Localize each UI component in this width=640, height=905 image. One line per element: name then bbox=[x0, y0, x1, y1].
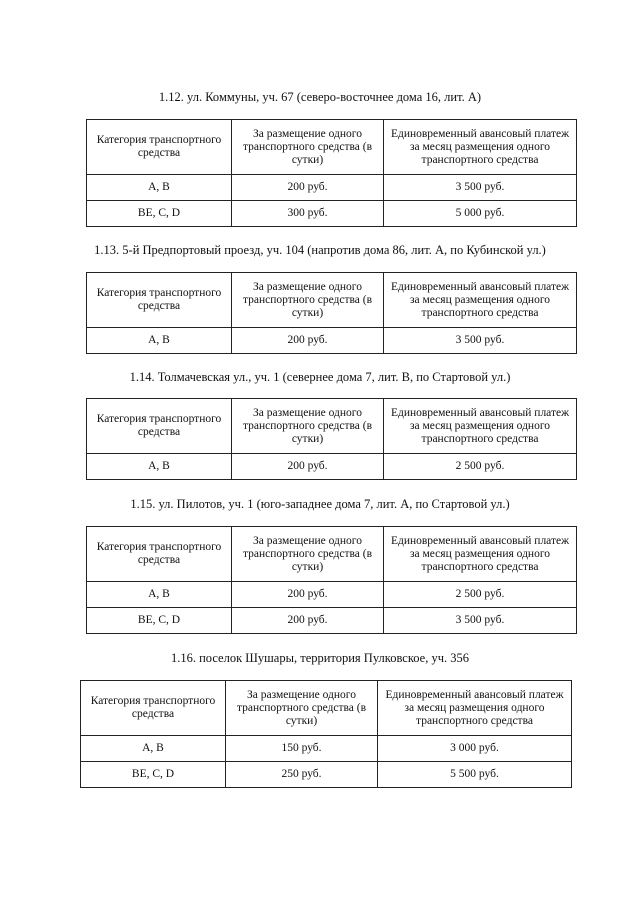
header-monthly-payment: Единовременный авансовый платеж за месяц размещения одного транспортного средства bbox=[384, 527, 577, 582]
cell-monthly-payment: 5 000 руб. bbox=[384, 201, 577, 227]
tariff-table bbox=[86, 526, 577, 634]
header-daily-fee: За размещение одного транспортного средства (в сутки) bbox=[232, 120, 384, 175]
cell-monthly-payment: 3 500 руб. bbox=[384, 608, 577, 634]
table-row bbox=[87, 175, 577, 201]
header-daily-fee: За размещение одного транспортного средства (в сутки) bbox=[232, 273, 384, 328]
cell-daily-fee: 200 руб. bbox=[232, 582, 384, 608]
header-daily-fee: За размещение одного транспортного средства (в сутки) bbox=[232, 527, 384, 582]
table-row bbox=[87, 201, 577, 227]
tariff-table bbox=[80, 680, 572, 788]
cell-monthly-payment: 3 500 руб. bbox=[384, 175, 577, 201]
table-header-row bbox=[87, 399, 577, 454]
table-row bbox=[81, 762, 572, 788]
cell-daily-fee: 250 руб. bbox=[226, 762, 378, 788]
table-header-row bbox=[87, 120, 577, 175]
section-title: 1.15. ул. Пилотов, уч. 1 (юго-западнее дома 7, лит. А, по Стартовой ул.) bbox=[130, 497, 510, 511]
cell-category: BE, C, D bbox=[87, 201, 232, 227]
header-daily-fee: За размещение одного транспортного средства (в сутки) bbox=[226, 681, 378, 736]
table-header-row bbox=[81, 681, 572, 736]
cell-category: BE, C, D bbox=[81, 762, 226, 788]
cell-category: BE, C, D bbox=[87, 608, 232, 634]
table-header-row bbox=[87, 527, 577, 582]
header-monthly-payment: Единовременный авансовый платеж за месяц размещения одного транспортного средства bbox=[384, 120, 577, 175]
cell-monthly-payment: 3 000 руб. bbox=[378, 736, 572, 762]
cell-monthly-payment: 3 500 руб. bbox=[384, 328, 577, 354]
header-category: Категория транспортного средства bbox=[81, 681, 226, 736]
header-monthly-payment: Единовременный авансовый платеж за месяц размещения одного транспортного средства bbox=[384, 399, 577, 454]
cell-daily-fee: 300 руб. bbox=[232, 201, 384, 227]
cell-category: А, В bbox=[87, 328, 232, 354]
cell-monthly-payment: 2 500 руб. bbox=[384, 454, 577, 480]
cell-monthly-payment: 2 500 руб. bbox=[384, 582, 577, 608]
cell-category: А, В bbox=[87, 582, 232, 608]
header-monthly-payment: Единовременный авансовый платеж за месяц размещения одного транспортного средства bbox=[384, 273, 577, 328]
header-category: Категория транспортного средства bbox=[87, 273, 232, 328]
cell-monthly-payment: 5 500 руб. bbox=[378, 762, 572, 788]
header-daily-fee: За размещение одного транспортного средства (в сутки) bbox=[232, 399, 384, 454]
cell-daily-fee: 200 руб. bbox=[232, 608, 384, 634]
header-category: Категория транспортного средства bbox=[87, 399, 232, 454]
tariff-table bbox=[86, 272, 577, 354]
tariff-table bbox=[86, 119, 577, 227]
header-category: Категория транспортного средства bbox=[87, 120, 232, 175]
table-row bbox=[87, 328, 577, 354]
table-row bbox=[87, 582, 577, 608]
cell-category: А, В bbox=[81, 736, 226, 762]
section-title: 1.16. поселок Шушары, территория Пулковское, уч. 356 bbox=[170, 651, 469, 665]
cell-category: А, В bbox=[87, 454, 232, 480]
table-row bbox=[87, 608, 577, 634]
cell-daily-fee: 200 руб. bbox=[232, 175, 384, 201]
section-title: 1.12. ул. Коммуны, уч. 67 (северо-восточнее дома 16, лит. А) bbox=[158, 90, 482, 104]
section-title: 1.14. Толмачевская ул., уч. 1 (севернее дома 7, лит. В, по Стартовой ул.) bbox=[129, 370, 511, 384]
tariff-table bbox=[86, 398, 577, 480]
cell-daily-fee: 200 руб. bbox=[232, 454, 384, 480]
header-monthly-payment: Единовременный авансовый платеж за месяц размещения одного транспортного средства bbox=[378, 681, 572, 736]
section-title: 1.13. 5-й Предпортовый проезд, уч. 104 (напротив дома 86, лит. А, по Кубинской ул.) bbox=[94, 243, 546, 257]
cell-daily-fee: 200 руб. bbox=[232, 328, 384, 354]
cell-daily-fee: 150 руб. bbox=[226, 736, 378, 762]
table-header-row bbox=[87, 273, 577, 328]
table-row bbox=[81, 736, 572, 762]
cell-category: А, В bbox=[87, 175, 232, 201]
table-row bbox=[87, 454, 577, 480]
header-category: Категория транспортного средства bbox=[87, 527, 232, 582]
